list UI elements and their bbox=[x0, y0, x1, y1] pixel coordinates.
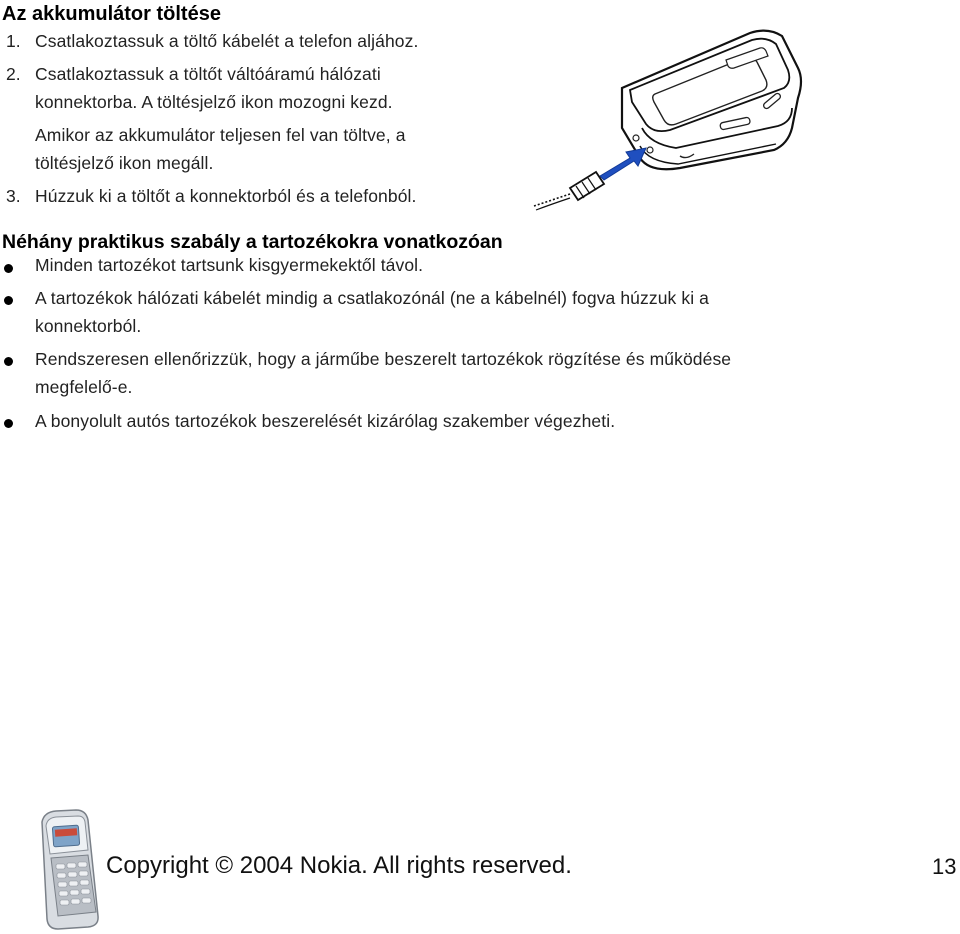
nokia-phone-icon bbox=[36, 808, 104, 930]
step-text: Húzzuk ki a töltőt a konnektorból és a telefonból. bbox=[35, 186, 417, 206]
step-text: Amikor az akkumulátor teljesen fel van töltve, a bbox=[35, 125, 406, 145]
rule-text: A bonyolult autós tartozékok beszerelését kizárólag szakember végezheti. bbox=[35, 411, 616, 431]
step-number: 2. bbox=[6, 64, 21, 84]
step-number: 3. bbox=[6, 186, 21, 206]
page-number: 13 bbox=[932, 854, 957, 879]
step-text: töltésjelző ikon megáll. bbox=[35, 153, 214, 173]
rule-text: megfelelő-e. bbox=[35, 377, 133, 397]
rule-text: konnektorból. bbox=[35, 316, 142, 336]
rule-text: Rendszeresen ellenőrizzük, hogy a járműbe beszerelt tartozékok rögzítése és működése bbox=[35, 349, 732, 369]
bullet-icon bbox=[4, 419, 13, 428]
phone-charger-connection-icon bbox=[530, 28, 805, 213]
bullet-icon bbox=[4, 264, 13, 273]
step-number: 1. bbox=[6, 31, 21, 51]
rule-text: Minden tartozékot tartsunk kisgyermekektől távol. bbox=[35, 255, 424, 275]
bullet-icon bbox=[4, 296, 13, 305]
step-text: Csatlakoztassuk a töltőt váltóáramú hálózati bbox=[35, 64, 381, 84]
rule-text: A tartozékok hálózati kábelét mindig a csatlakozónál (ne a kábelnél) fogva húzzuk ki a bbox=[35, 288, 709, 308]
copyright-notice: Copyright © 2004 Nokia. All rights reserved. bbox=[106, 852, 572, 879]
step-text: Csatlakoztassuk a töltő kábelét a telefon aljához. bbox=[35, 31, 419, 51]
bullet-icon bbox=[4, 357, 13, 366]
rules-section-title: Néhány praktikus szabály a tartozékokra vonatkozóan bbox=[2, 231, 503, 253]
charging-section-title: Az akkumulátor töltése bbox=[2, 3, 221, 25]
step-text: konnektorba. A töltésjelző ikon mozogni kezd. bbox=[35, 92, 393, 112]
